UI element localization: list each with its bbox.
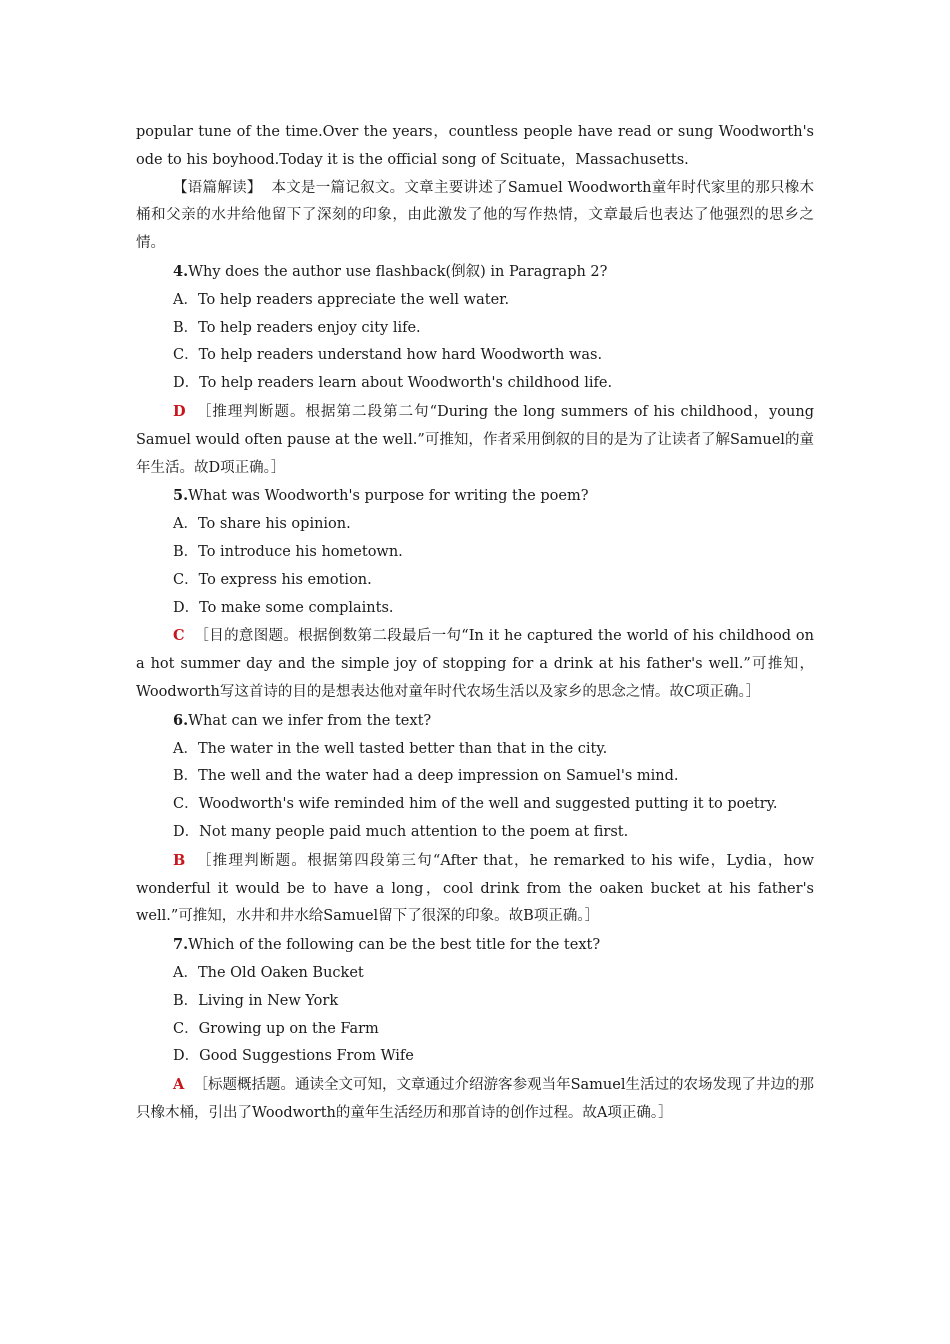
question-stem xyxy=(136,258,814,287)
answer-letter: D xyxy=(173,402,186,420)
answer-explanation xyxy=(136,622,814,706)
document-page xyxy=(136,119,814,1128)
option-c: C．Growing up on the Farm xyxy=(173,1020,379,1037)
question-4 xyxy=(136,258,814,482)
option-a: A．The Old Oaken Bucket xyxy=(173,964,364,981)
question-7 xyxy=(136,931,814,1128)
option-c: C．To help readers understand how hard Woodworth was. xyxy=(173,347,603,364)
option-b: B．To introduce his hometown. xyxy=(173,543,403,560)
option-c: C．To express his emotion. xyxy=(173,571,372,588)
question-number: 6. xyxy=(173,711,189,729)
answer-explanation xyxy=(136,847,814,931)
question-number: 5. xyxy=(173,487,189,505)
option-d: D．Good Suggestions From Wife xyxy=(173,1048,414,1065)
answer-letter: C xyxy=(173,627,185,645)
option-c: C．Woodworth's wife reminded him of the well and suggested putting it to poetry. xyxy=(173,796,778,813)
option-b: B．Living in New York xyxy=(173,992,339,1009)
explanation-text: ［推理判断题。根据第四段第三句“After that，he remarked to his wife，Lydia，how wonderful it would be to have a long，cool drink from the oaken bucket at his father's well.”可推知，水井和井水给Samuel留下了很深的印象。故B项正确。］ xyxy=(136,852,814,925)
option-d: D．To help readers learn about Woodworth's childhood life. xyxy=(173,375,613,392)
option-b: B．The well and the water had a deep impression on Samuel's mind. xyxy=(173,768,679,785)
question-text: Why does the author use flashback(倒叙) in Paragraph 2? xyxy=(188,263,608,280)
answer-letter: B xyxy=(173,851,186,869)
option-a: A．To share his opinion. xyxy=(173,516,351,533)
question-stem xyxy=(136,707,814,736)
text-analysis xyxy=(136,175,814,258)
explanation-text: ［标题概括题。通读全文可知，文章通过介绍游客参观当年Samuel生活过的农场发现了井边的那只橡木桶，引出了Woodworth的童年生活经历和那首诗的创作过程。故A项正确。］ xyxy=(136,1077,815,1121)
answer-explanation xyxy=(136,1071,814,1128)
analysis-text: 本文是一篇记叙文。文章主要讲述了Samuel Woodworth童年时代家里的那只橡木桶和父亲的水井给他留下了深刻的印象，由此激发了他的写作热情，文章最后也表达了他强烈的思乡之情。 xyxy=(136,179,815,252)
explanation-text: ［推理判断题。根据第二段第二句“During the long summers of his childhood，young Samuel would often pause at the well.”可推知，作者采用倒叙的目的是为了让读者了解Samuel的童年生活。故D项正确。］ xyxy=(136,403,814,476)
option-d: D．Not many people paid much attention to the poem at first. xyxy=(173,823,629,840)
question-6 xyxy=(136,707,814,931)
question-stem xyxy=(136,482,814,511)
option-d: D．To make some complaints. xyxy=(173,599,394,616)
option-a: A．The water in the well tasted better than that in the city. xyxy=(173,740,608,757)
question-number: 7. xyxy=(173,936,189,954)
question-text: What was Woodworth's purpose for writing the poem? xyxy=(188,488,589,505)
option-b: B．To help readers enjoy city life. xyxy=(173,319,421,336)
analysis-tag: 【语篇解读】 xyxy=(173,179,262,196)
question-text: Which of the following can be the best title for the text? xyxy=(188,937,601,954)
explanation-text: ［目的意图题。根据倒数第二段最后一句“In it he captured the world of his childhood on a hot summer day and the simple joy of stopping for a drink at his father's well.”可推知，Woodworth写这首诗的目的是想表达他对童年时代农场生活以及家乡的思念之情。故C项正确。］ xyxy=(136,628,814,700)
option-a: A．To help readers appreciate the well water. xyxy=(173,291,510,308)
question-text: What can we infer from the text? xyxy=(188,712,432,729)
question-number: 4. xyxy=(173,262,189,280)
question-5 xyxy=(136,482,814,706)
answer-explanation xyxy=(136,398,814,482)
passage-ending: popular tune of the time.Over the years，countless people have read or sung Woodworth's ode to his boyhood.Today it is the official song of Scituate，Massachusetts. xyxy=(136,124,814,168)
question-stem xyxy=(136,931,814,960)
answer-letter: A xyxy=(173,1076,185,1094)
